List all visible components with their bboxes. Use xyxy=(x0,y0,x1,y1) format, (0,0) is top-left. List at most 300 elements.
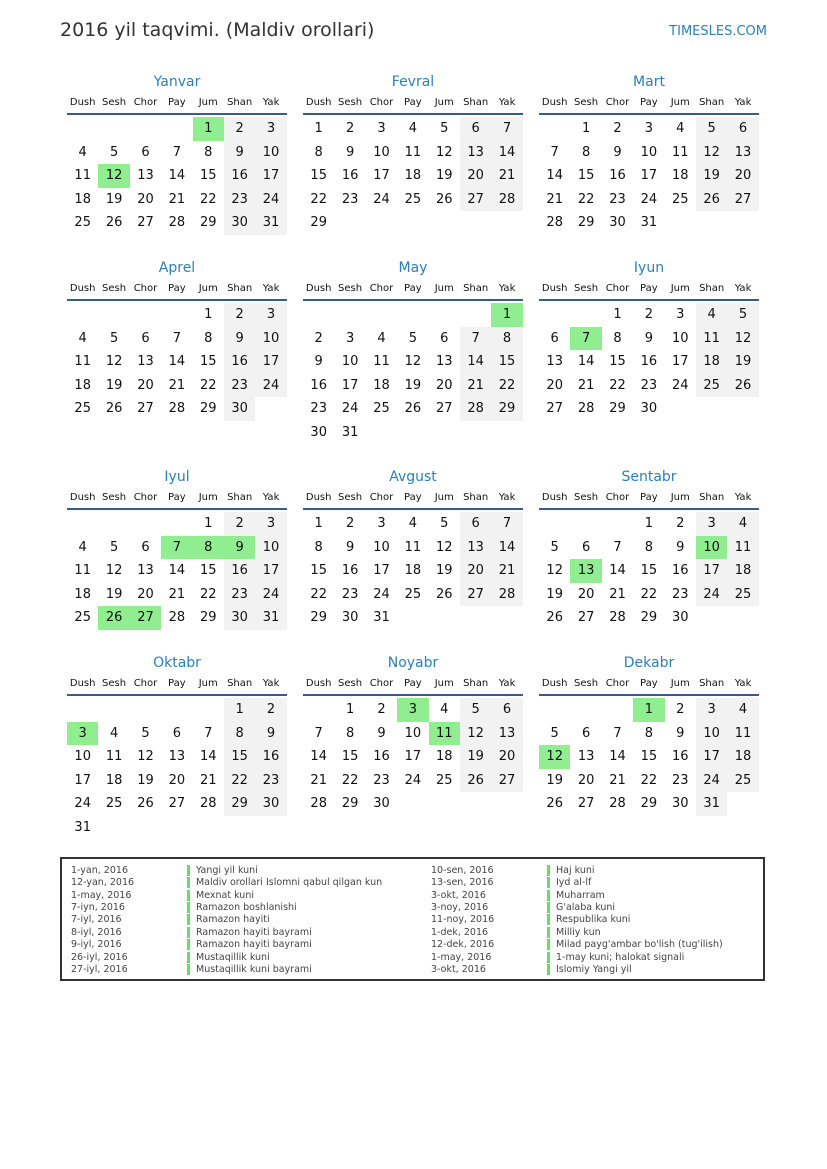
holiday-marker-icon xyxy=(187,902,190,913)
legend-row xyxy=(71,964,312,976)
day-cell: 1 xyxy=(314,516,323,532)
legend-holiday-name: Iyd al-lf xyxy=(556,877,592,889)
legend-date: 3-noy, 2016 xyxy=(431,902,489,914)
day-cell: 13 xyxy=(460,536,491,560)
weekday-label: Pay xyxy=(404,492,422,503)
day-cell: 10 xyxy=(255,141,286,165)
day-cell: 1 xyxy=(581,121,591,137)
empty-cell xyxy=(130,117,161,141)
day-grid xyxy=(67,303,287,421)
day-cell: 3 xyxy=(345,330,355,346)
day-cell: 7 xyxy=(172,144,181,160)
holiday-day-cell: 3 xyxy=(67,722,98,746)
legend-date: 1-yan, 2016 xyxy=(71,864,128,876)
day-cell: 4 xyxy=(78,144,87,160)
day-grid xyxy=(67,512,287,630)
weekday-label: Pay xyxy=(640,97,658,108)
weekday-label: Yak xyxy=(262,97,280,108)
weekday-label: Dush xyxy=(69,97,96,108)
day-cell: 26 xyxy=(696,188,727,212)
day-cell: 16 xyxy=(373,749,390,765)
weekday-label: Jum xyxy=(670,678,690,689)
weekday-label: Chor xyxy=(369,283,394,294)
day-cell: 26 xyxy=(435,586,453,602)
day-cell: 15 xyxy=(199,168,217,184)
holiday-day-cell: 7 xyxy=(570,327,601,351)
day-cell: 29 xyxy=(199,215,217,231)
day-cell: 15 xyxy=(310,563,327,579)
legend-holiday-name: G'alaba kuni xyxy=(556,902,616,914)
empty-cell xyxy=(303,698,334,722)
day-cell: 25 xyxy=(105,796,123,812)
day-cell: 24 xyxy=(255,374,286,398)
day-cell: 18 xyxy=(727,745,758,769)
weekday-label: Dush xyxy=(541,97,568,108)
day-cell: 7 xyxy=(460,327,491,351)
site-link[interactable]: TIMESLES.COM xyxy=(669,24,767,39)
day-cell: 12 xyxy=(404,354,422,370)
day-cell: 23 xyxy=(310,401,327,417)
day-cell: 18 xyxy=(404,563,422,579)
day-cell: 13 xyxy=(727,141,758,165)
day-cell: 30 xyxy=(255,792,286,816)
holiday-legend xyxy=(60,857,765,981)
day-cell: 18 xyxy=(74,191,91,207)
day-cell: 25 xyxy=(74,215,91,231)
day-cell: 27 xyxy=(137,401,154,417)
legend-date: 7-iyn, 2016 xyxy=(71,902,125,914)
weekday-label: Shan xyxy=(699,678,725,689)
holiday-day-cell: 9 xyxy=(224,536,255,560)
day-cell: 2 xyxy=(224,303,255,327)
day-cell: 17 xyxy=(671,354,689,370)
holiday-marker-icon xyxy=(187,939,190,950)
day-cell: 7 xyxy=(550,144,559,160)
day-cell: 17 xyxy=(341,377,359,393)
day-cell: 23 xyxy=(341,191,359,207)
day-cell: 27 xyxy=(546,401,563,417)
weekday-label: Shan xyxy=(699,97,725,108)
legend-row xyxy=(71,914,270,926)
day-cell: 13 xyxy=(491,722,522,746)
month-name: Dekabr xyxy=(623,655,675,671)
day-cell: 13 xyxy=(546,354,563,370)
day-cell: 21 xyxy=(491,559,522,583)
holiday-day-cell: 27 xyxy=(130,606,161,630)
day-cell: 17 xyxy=(255,350,286,374)
day-cell: 8 xyxy=(204,144,213,160)
day-cell: 5 xyxy=(727,303,758,327)
weekday-label: Dush xyxy=(305,492,332,503)
day-cell: 17 xyxy=(404,749,422,765)
day-cell: 4 xyxy=(78,539,87,555)
weekday-header xyxy=(539,93,759,115)
day-cell: 22 xyxy=(491,374,522,398)
day-cell: 27 xyxy=(460,188,491,212)
weekday-label: Jum xyxy=(670,283,690,294)
weekday-label: Sesh xyxy=(574,283,599,294)
legend-holiday-name: Mustaqillik kuni xyxy=(196,951,270,963)
day-cell: 21 xyxy=(546,191,563,207)
month-name: Mart xyxy=(633,74,665,90)
legend-date: 3-okt, 2016 xyxy=(431,964,486,976)
day-cell: 14 xyxy=(168,168,186,184)
day-cell: 25 xyxy=(435,772,453,788)
day-cell: 6 xyxy=(141,539,150,555)
day-cell: 24 xyxy=(640,191,658,207)
day-cell: 7 xyxy=(204,725,213,741)
weekday-header xyxy=(539,279,759,301)
month-avgust xyxy=(303,466,523,630)
day-cell: 10 xyxy=(671,330,689,346)
holiday-marker-icon xyxy=(187,877,190,888)
day-cell: 28 xyxy=(609,796,626,812)
holiday-marker-icon xyxy=(547,914,550,925)
day-cell: 22 xyxy=(577,191,595,207)
month-name: Iyun xyxy=(633,260,665,276)
weekday-label: Dush xyxy=(541,678,568,689)
day-cell: 7 xyxy=(314,725,323,741)
month-yanvar xyxy=(67,71,287,235)
day-cell: 28 xyxy=(168,215,186,231)
weekday-label: Yak xyxy=(498,492,516,503)
month-fevral xyxy=(303,71,523,235)
holiday-marker-icon xyxy=(547,952,550,963)
weekday-label: Shan xyxy=(227,492,253,503)
legend-date: 12-yan, 2016 xyxy=(71,877,135,889)
legend-date: 27-iyl, 2016 xyxy=(71,964,128,976)
day-cell: 31 xyxy=(255,606,286,630)
weekday-label: Chor xyxy=(605,283,630,294)
day-cell: 15 xyxy=(640,563,658,579)
holiday-marker-icon xyxy=(187,964,190,975)
day-cell: 22 xyxy=(224,769,255,793)
day-cell: 8 xyxy=(224,722,255,746)
holiday-day-cell: 1 xyxy=(491,303,522,327)
legend-row xyxy=(431,901,615,913)
day-cell: 9 xyxy=(377,725,386,741)
day-cell: 17 xyxy=(373,563,390,579)
day-cell: 2 xyxy=(224,512,255,536)
weekday-label: Dush xyxy=(305,678,332,689)
empty-cell xyxy=(130,698,161,722)
day-cell: 4 xyxy=(727,698,758,722)
legend-date: 1-may, 2016 xyxy=(71,889,132,901)
day-cell: 15 xyxy=(224,745,255,769)
day-cell: 11 xyxy=(727,536,758,560)
weekday-label: Chor xyxy=(369,492,394,503)
weekday-label: Chor xyxy=(369,97,394,108)
day-cell: 26 xyxy=(105,215,123,231)
day-cell: 10 xyxy=(255,536,286,560)
weekday-label: Pay xyxy=(640,492,658,503)
day-cell: 18 xyxy=(404,168,422,184)
weekday-label: Shan xyxy=(699,283,725,294)
weekday-label: Sesh xyxy=(102,678,127,689)
day-cell: 9 xyxy=(314,354,323,370)
day-cell: 27 xyxy=(168,796,186,812)
day-cell: 16 xyxy=(341,563,359,579)
day-cell: 22 xyxy=(199,377,217,393)
day-cell: 19 xyxy=(435,563,453,579)
day-cell: 14 xyxy=(609,749,626,765)
weekday-label: Sesh xyxy=(338,492,363,503)
day-cell: 23 xyxy=(373,772,390,788)
day-cell: 18 xyxy=(696,350,727,374)
month-name: Yanvar xyxy=(153,74,201,90)
day-cell: 15 xyxy=(640,749,658,765)
holiday-day-cell: 10 xyxy=(696,536,727,560)
holiday-marker-icon xyxy=(547,964,550,975)
day-cell: 19 xyxy=(435,168,453,184)
empty-cell xyxy=(303,303,334,327)
day-cell: 27 xyxy=(727,188,758,212)
day-cell: 28 xyxy=(460,397,491,421)
day-cell: 13 xyxy=(460,141,491,165)
day-cell: 24 xyxy=(255,188,286,212)
holiday-marker-icon xyxy=(187,952,190,963)
empty-cell xyxy=(334,303,365,327)
day-cell: 9 xyxy=(224,141,255,165)
day-cell: 16 xyxy=(640,354,658,370)
weekday-label: Sesh xyxy=(338,97,363,108)
day-cell: 14 xyxy=(168,354,186,370)
day-cell: 10 xyxy=(640,144,658,160)
day-cell: 10 xyxy=(255,327,286,351)
day-cell: 21 xyxy=(460,374,491,398)
day-cell: 2 xyxy=(377,702,386,718)
day-cell: 29 xyxy=(640,796,658,812)
weekday-label: Yak xyxy=(262,492,280,503)
day-cell: 2 xyxy=(255,698,286,722)
day-cell: 20 xyxy=(460,164,491,188)
day-cell: 11 xyxy=(373,354,390,370)
day-cell: 19 xyxy=(460,745,491,769)
day-cell: 10 xyxy=(696,722,727,746)
legend-date: 11-noy, 2016 xyxy=(431,914,495,926)
day-cell: 26 xyxy=(105,401,123,417)
day-cell: 6 xyxy=(727,117,758,141)
day-cell: 31 xyxy=(696,792,727,816)
day-cell: 29 xyxy=(640,610,658,626)
weekday-label: Jum xyxy=(670,492,690,503)
legend-holiday-name: Ramazon boshlanishi xyxy=(196,902,297,914)
day-cell: 2 xyxy=(676,702,685,718)
day-cell: 22 xyxy=(199,586,217,602)
day-cell: 6 xyxy=(141,330,150,346)
weekday-label: Pay xyxy=(168,492,186,503)
day-cell: 19 xyxy=(105,191,123,207)
weekday-label: Yak xyxy=(498,283,516,294)
day-cell: 12 xyxy=(546,563,563,579)
day-cell: 20 xyxy=(577,772,595,788)
legend-row xyxy=(431,876,591,888)
month-name: Fevral xyxy=(391,74,435,90)
day-cell: 10 xyxy=(341,354,359,370)
weekday-header xyxy=(303,488,523,510)
day-cell: 20 xyxy=(168,772,186,788)
day-cell: 23 xyxy=(224,188,255,212)
day-cell: 30 xyxy=(373,796,390,812)
weekday-label: Dush xyxy=(305,97,332,108)
day-cell: 23 xyxy=(671,586,689,602)
month-mart xyxy=(539,71,759,235)
empty-cell xyxy=(366,303,397,327)
day-cell: 29 xyxy=(310,215,327,231)
weekday-label: Sesh xyxy=(574,492,599,503)
legend-holiday-name: Ramazon hayiti bayrami xyxy=(196,939,312,951)
day-grid xyxy=(539,303,759,421)
weekday-label: Shan xyxy=(227,283,253,294)
holiday-marker-icon xyxy=(187,927,190,938)
day-cell: 6 xyxy=(581,539,591,555)
day-cell: 19 xyxy=(696,164,727,188)
empty-cell xyxy=(161,117,192,141)
month-aprel xyxy=(67,257,287,421)
weekday-label: Chor xyxy=(133,97,158,108)
day-cell: 11 xyxy=(671,144,689,160)
day-cell: 6 xyxy=(460,117,491,141)
day-cell: 28 xyxy=(168,401,186,417)
day-cell: 11 xyxy=(74,168,91,184)
day-cell: 3 xyxy=(255,117,286,141)
day-cell: 14 xyxy=(491,536,522,560)
day-grid xyxy=(303,512,523,630)
day-cell: 20 xyxy=(546,377,563,393)
legend-date: 1-dek, 2016 xyxy=(431,926,489,938)
day-cell: 22 xyxy=(310,191,327,207)
day-cell: 2 xyxy=(345,121,355,137)
day-cell: 29 xyxy=(341,796,359,812)
holiday-day-cell: 1 xyxy=(633,698,664,722)
holiday-marker-icon xyxy=(547,902,550,913)
day-cell: 2 xyxy=(676,516,685,532)
weekday-header xyxy=(67,674,287,696)
day-cell: 19 xyxy=(546,772,563,788)
weekday-label: Chor xyxy=(605,492,630,503)
weekday-label: Shan xyxy=(699,492,725,503)
day-cell: 15 xyxy=(310,168,327,184)
weekday-label: Jum xyxy=(198,283,218,294)
day-cell: 30 xyxy=(310,424,327,440)
day-cell: 30 xyxy=(671,796,689,812)
day-cell: 22 xyxy=(640,586,658,602)
day-cell: 20 xyxy=(727,164,758,188)
empty-cell xyxy=(539,698,570,722)
weekday-header xyxy=(67,279,287,301)
holiday-day-cell: 7 xyxy=(161,536,192,560)
day-cell: 21 xyxy=(609,586,626,602)
day-cell: 27 xyxy=(435,401,453,417)
weekday-header xyxy=(67,488,287,510)
day-cell: 24 xyxy=(696,583,727,607)
day-cell: 11 xyxy=(404,539,422,555)
weekday-label: Shan xyxy=(463,283,489,294)
holiday-marker-icon xyxy=(187,865,190,876)
legend-row xyxy=(431,951,684,963)
legend-row xyxy=(431,926,601,938)
day-cell: 15 xyxy=(341,749,359,765)
day-cell: 8 xyxy=(644,725,653,741)
day-cell: 5 xyxy=(109,539,119,555)
day-cell: 8 xyxy=(314,144,323,160)
day-cell: 11 xyxy=(404,144,422,160)
day-grid xyxy=(303,117,523,235)
legend-row xyxy=(71,951,270,963)
weekday-header xyxy=(303,674,523,696)
day-cell: 26 xyxy=(460,769,491,793)
month-oktabr xyxy=(67,652,287,839)
day-cell: 21 xyxy=(609,772,626,788)
empty-cell xyxy=(460,303,491,327)
legend-date: 26-iyl, 2016 xyxy=(71,951,128,963)
legend-row xyxy=(71,901,297,913)
day-cell: 14 xyxy=(199,749,217,765)
legend-holiday-name: Respublika kuni xyxy=(556,914,631,926)
day-cell: 31 xyxy=(74,819,91,835)
day-cell: 16 xyxy=(341,168,359,184)
weekday-label: Chor xyxy=(133,492,158,503)
weekday-label: Shan xyxy=(463,678,489,689)
day-cell: 4 xyxy=(109,725,119,741)
day-cell: 13 xyxy=(137,354,154,370)
day-cell: 18 xyxy=(74,377,91,393)
day-cell: 25 xyxy=(696,374,727,398)
day-cell: 30 xyxy=(640,401,658,417)
day-cell: 28 xyxy=(491,583,522,607)
weekday-label: Yak xyxy=(734,97,752,108)
month-iyun xyxy=(539,257,759,421)
weekday-label: Pay xyxy=(168,283,186,294)
holiday-marker-icon xyxy=(547,927,550,938)
day-cell: 14 xyxy=(168,563,186,579)
weekday-label: Dush xyxy=(541,492,568,503)
weekday-label: Pay xyxy=(404,283,422,294)
empty-cell xyxy=(429,303,460,327)
day-cell: 24 xyxy=(74,796,91,812)
day-cell: 17 xyxy=(255,559,286,583)
day-cell: 15 xyxy=(609,354,626,370)
weekday-label: Yak xyxy=(262,283,280,294)
weekday-label: Jum xyxy=(434,283,454,294)
day-cell: 2 xyxy=(224,117,255,141)
day-cell: 22 xyxy=(341,772,359,788)
empty-cell xyxy=(98,698,129,722)
day-cell: 24 xyxy=(255,583,286,607)
weekday-label: Jum xyxy=(198,97,218,108)
month-noyabr xyxy=(303,652,523,816)
holiday-marker-icon xyxy=(547,939,550,950)
weekday-label: Yak xyxy=(734,492,752,503)
weekday-label: Sesh xyxy=(102,283,127,294)
day-cell: 30 xyxy=(671,610,689,626)
day-cell: 6 xyxy=(491,698,522,722)
weekday-label: Jum xyxy=(670,97,690,108)
day-cell: 24 xyxy=(373,586,390,602)
day-cell: 6 xyxy=(141,144,150,160)
legend-holiday-name: Mexnat kuni xyxy=(196,889,254,901)
day-cell: 16 xyxy=(224,164,255,188)
day-cell: 12 xyxy=(460,722,491,746)
day-cell: 25 xyxy=(671,191,689,207)
day-cell: 11 xyxy=(696,327,727,351)
day-cell: 9 xyxy=(613,144,622,160)
day-grid xyxy=(303,303,523,444)
day-cell: 3 xyxy=(377,516,386,532)
day-cell: 1 xyxy=(644,516,653,532)
weekday-label: Sesh xyxy=(338,283,363,294)
day-cell: 25 xyxy=(727,583,758,607)
